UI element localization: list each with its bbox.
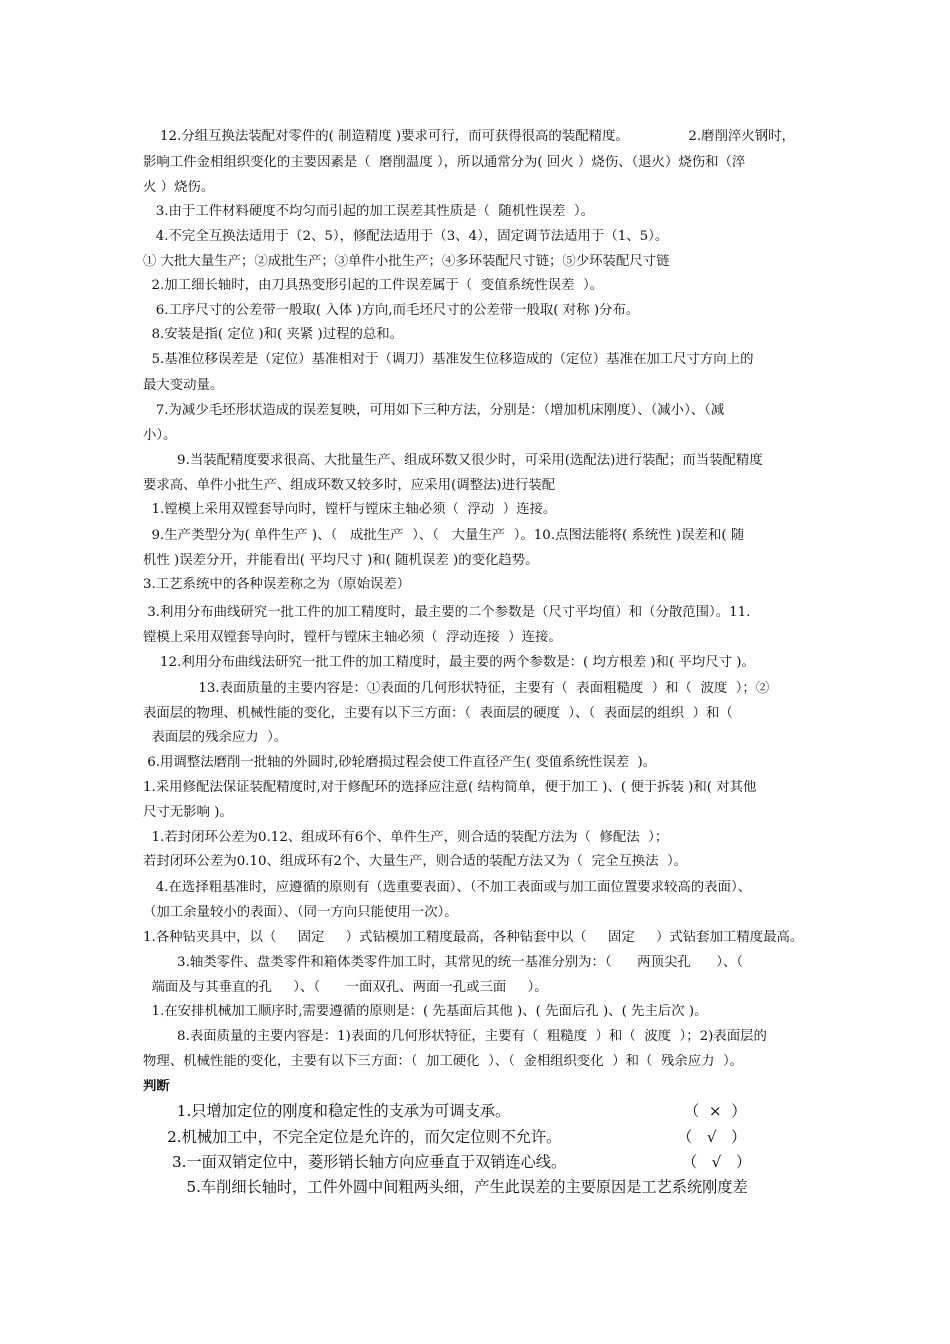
text-line: 影响工件金相组织变化的主要因素是（ 磨削温度 ），所以通常分为( 回火 ）烧伤、（退火）烧伤和（淬 [143, 155, 746, 170]
text-line: （加工余量较小的表面）、（同一方向只能使用一次）。 [143, 905, 458, 920]
text-line: 6.用调整法磨削一批轴的外圆时,砂轮磨损过程会使工件直径产生( 变值系统性误差 )。 [143, 755, 657, 770]
text-line: 要求高、单件小批生产、组成环数又较多时，应采用(调整法)进行装配 [143, 478, 556, 493]
text-line: 4.不完全互换法适用于（2、5），修配法适用于（3、4），固定调节法适用于（1、5）。 [143, 229, 669, 244]
text-line: 1.若封闭环公差为0.12、组成环有6个、单件生产，则合适的装配方法为（ 修配法 ）； [143, 830, 669, 845]
text-line: 表面层的残余应力 ）。 [143, 730, 288, 745]
judge-item: 1.只增加定位的刚度和稳定性的支承为可调支承。 （ × ） [143, 1102, 747, 1120]
judge-item: 5.车削细长轴时，工件外圆中间粗两头细，产生此误差的主要原因是工艺系统刚度差 [143, 1178, 748, 1196]
text-line: 表面层的物理、机械性能的变化，主要有以下三方面：（ 表面层的硬度 ）、（ 表面层的组织 ）和（ [143, 706, 733, 721]
text-line: 镗模上采用双镗套导向时，镗杆与镗床主轴必须（ 浮动连接 ）连接。 [143, 630, 562, 645]
text-line: 尺寸无影响 )。 [143, 805, 233, 820]
judge-item: 2.机械加工中，不完全定位是允许的，而欠定位则不允许。 （ √ ） [143, 1128, 747, 1146]
text-line: 1.在安排机械加工顺序时,需要遵循的原则是：( 先基面后其他 )、( 先面后孔 )、( 先主后次 )。 [143, 1004, 708, 1019]
text-line: 8.安装是指( 定位 )和( 夹紧 )过程的总和。 [143, 327, 404, 342]
text-line: 火 ）烧伤。 [143, 180, 215, 195]
text-line: 2.加工细长轴时，由刀具热变形引起的工件误差属于（ 变值系统性误差 ）。 [143, 278, 604, 293]
text-line: 9.当装配精度要求很高、大批量生产、组成环数又很少时，可采用(选配法)进行装配；而当装配精度 [143, 453, 763, 468]
text-line: 5.基准位移误差是（定位）基准相对于（调刀）基准发生位移造成的（定位）基准在加工尺寸方向上的 [143, 352, 754, 367]
text-line: 小）。 [143, 428, 177, 443]
text-line: 若封闭环公差为0.10、组成环有2个、大量生产，则合适的装配方法又为（ 完全互换法 ）。 [143, 854, 688, 869]
text-line: 端面及与其垂直的孔 ）、（ 一面双孔、两面一孔或三面 ）。 [143, 980, 548, 995]
text-line: 3.利用分布曲线研究一批工件的加工精度时，最主要的二个参数是（尺寸平均值）和（分散范围）。11. [143, 605, 751, 620]
text-line: 8.表面质量的主要内容是：1)表面的几何形状特征，主要有（ 粗糙度 ）和（ 波度 ）；2)表面层的 [143, 1029, 767, 1044]
text-line: 4.在选择粗基准时，应遵循的原则有（选重要表面）、（不加工表面或与加工面位置要求较高的表面）、 [143, 880, 752, 895]
text-line: 12.利用分布曲线法研究一批工件的加工精度时，最主要的两个参数是：( 均方根差 )和( 平均尺寸 )。 [143, 655, 755, 670]
judge-item: 3.一面双销定位中，菱形销长轴方向应垂直于双销连心线。 （ √ ） [143, 1153, 752, 1171]
text-line: 3.由于工件材料硬度不均匀而引起的加工误差其性质是（ 随机性误差 ）。 [143, 204, 594, 219]
text-line: 3.轴类零件、盘类零件和箱体类零件加工时，其常见的统一基准分别为：（ 两顶尖孔 ）、（ [143, 955, 744, 970]
text-line: 13.表面质量的主要内容是：①表面的几何形状特征，主要有（ 表面粗糙度 ）和（ 波度 ）；② [143, 681, 770, 696]
text-line: 3.工艺系统中的各种误差称之为（原始误差） [143, 577, 411, 592]
section-heading: 判断 [143, 1079, 170, 1094]
text-line: 6.工序尺寸的公差带一般取( 入体 )方向,而毛坯尺寸的公差带一般取( 对称 )分布。 [143, 303, 640, 318]
text-line: 1.采用修配法保证装配精度时,对于修配环的选择应注意( 结构简单，便于加工 )、( 便于拆装 )和( 对其他 [143, 780, 757, 795]
text-line: 1.各种钻夹具中，以（ 固定 ）式钻模加工精度最高，各种钻套中以（ 固定 ）式钻套加工精度最高。 [143, 930, 804, 945]
text-line: 物理、机械性能的变化，主要有以下三方面：（ 加工硬化 ）、（ 金相组织变化 ）和（ 残余应力 ）。 [143, 1054, 744, 1069]
text-line: 机性 )误差分开，并能看出( 平均尺寸 )和( 随机误差 )的变化趋势。 [143, 553, 539, 568]
text-line: 1.镗模上采用双镗套导向时，镗杆与镗床主轴必须（ 浮动 ）连接。 [143, 502, 557, 517]
text-line: 7.为减少毛坯形状造成的误差复映，可用如下三种方法，分别是：（增加机床刚度）、（减小）、（减 [143, 403, 725, 418]
text-line: ① 大批大量生产；②成批生产；③单件小批生产；④多环装配尺寸链；⑤少环装配尺寸链 [143, 254, 670, 269]
text-line: 12.分组互换法装配对零件的( 制造精度 )要求可行，而可获得很高的装配精度。 2.磨削淬火钢时， [143, 129, 795, 144]
text-line: 最大变动量。 [143, 378, 224, 393]
text-line: 9.生产类型分为( 单件生产 )、（ 成批生产 ）、（ 大量生产 ）。10.点图法能将( 系统性 )误差和( 随 [143, 528, 745, 543]
